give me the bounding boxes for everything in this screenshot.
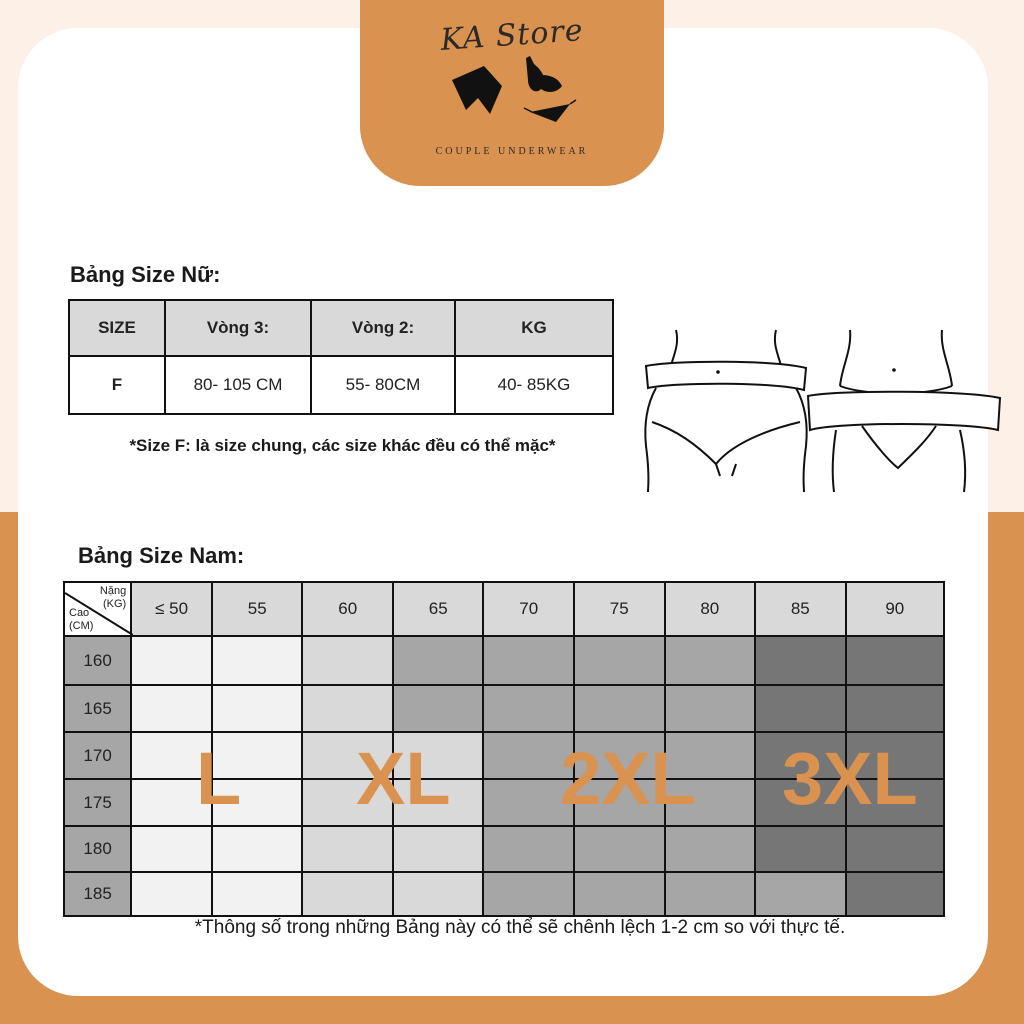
height-header-cell: 170 [64, 732, 131, 779]
weight-header-cell: 85 [755, 582, 846, 636]
size-label: 3XL [782, 737, 918, 820]
size-cell [846, 826, 944, 872]
table-cell: 55- 80CM [311, 356, 455, 414]
height-header-cell: 165 [64, 685, 131, 732]
table-header-row [69, 300, 613, 356]
size-cell [483, 872, 574, 916]
size-cell [393, 685, 484, 732]
table-cell: F [69, 356, 165, 414]
weight-header-cell: 80 [665, 582, 756, 636]
logo-subtitle: COUPLE UNDERWEAR [435, 146, 589, 157]
table-row [64, 872, 944, 916]
logo-title: KA Store [439, 13, 585, 58]
size-cell [755, 685, 846, 732]
size-cell [212, 685, 303, 732]
size-cell [302, 685, 393, 732]
weight-header-cell: 60 [302, 582, 393, 636]
header-cell: KG [455, 300, 613, 356]
size-cell [483, 685, 574, 732]
table-row [64, 685, 944, 732]
size-cell [846, 872, 944, 916]
women-size-note: *Size F: là size chung, các size khác đều có thể mặc* [129, 436, 556, 455]
size-cell [302, 826, 393, 872]
table-header-row [64, 582, 944, 636]
height-header-cell: 175 [64, 779, 131, 826]
size-cell [131, 685, 212, 732]
women-size-title: Bảng Size Nữ: [70, 262, 221, 287]
men-size-note: *Thông số trong những Bảng này có thể sẽ chênh lệch 1-2 cm so với thực tế. [194, 917, 846, 938]
table-row [69, 356, 613, 414]
size-cell [393, 636, 484, 685]
size-cell [846, 685, 944, 732]
weight-header-cell: 90 [846, 582, 944, 636]
size-cell [483, 826, 574, 872]
size-cell [574, 872, 665, 916]
size-cell [302, 872, 393, 916]
size-cell [212, 872, 303, 916]
weight-header-cell: 65 [393, 582, 484, 636]
measurement-illustration [636, 326, 1006, 496]
size-cell [755, 636, 846, 685]
size-label: 2XL [560, 737, 696, 820]
size-label: L [196, 737, 242, 820]
size-cell [483, 636, 574, 685]
corner-cell [64, 582, 131, 636]
weight-header-cell: ≤ 50 [131, 582, 212, 636]
weight-header-cell: 55 [212, 582, 303, 636]
size-cell [393, 872, 484, 916]
size-cell [131, 826, 212, 872]
size-cell [212, 826, 303, 872]
size-cell [755, 872, 846, 916]
table-row [64, 636, 944, 685]
size-cell [574, 685, 665, 732]
size-cell [665, 636, 756, 685]
size-cell [302, 636, 393, 685]
size-cell [131, 636, 212, 685]
size-cell [665, 872, 756, 916]
header-cell: Vòng 2: [311, 300, 455, 356]
weight-axis-label: Nặng (KG) [99, 585, 127, 610]
header-cell: SIZE [69, 300, 165, 356]
size-cell [755, 826, 846, 872]
height-header-cell: 180 [64, 826, 131, 872]
table-cell: 40- 85KG [455, 356, 613, 414]
weight-header-cell: 70 [483, 582, 574, 636]
size-cell [665, 826, 756, 872]
store-logo [360, 0, 664, 186]
height-axis-label: Cao (CM) [69, 607, 94, 632]
height-header-cell: 160 [64, 636, 131, 685]
size-cell [846, 636, 944, 685]
weight-header-cell: 75 [574, 582, 665, 636]
underwear-icon [444, 52, 584, 132]
size-label: XL [356, 737, 451, 820]
size-cell [574, 636, 665, 685]
table-cell: 80- 105 CM [165, 356, 311, 414]
women-size-table [68, 299, 614, 415]
size-cell [665, 685, 756, 732]
height-header-cell: 185 [64, 872, 131, 916]
size-cell [393, 826, 484, 872]
header-cell: Vòng 3: [165, 300, 311, 356]
size-cell [212, 636, 303, 685]
table-row [64, 826, 944, 872]
men-size-title: Bảng Size Nam: [78, 543, 245, 568]
size-cell [131, 872, 212, 916]
size-cell [574, 826, 665, 872]
